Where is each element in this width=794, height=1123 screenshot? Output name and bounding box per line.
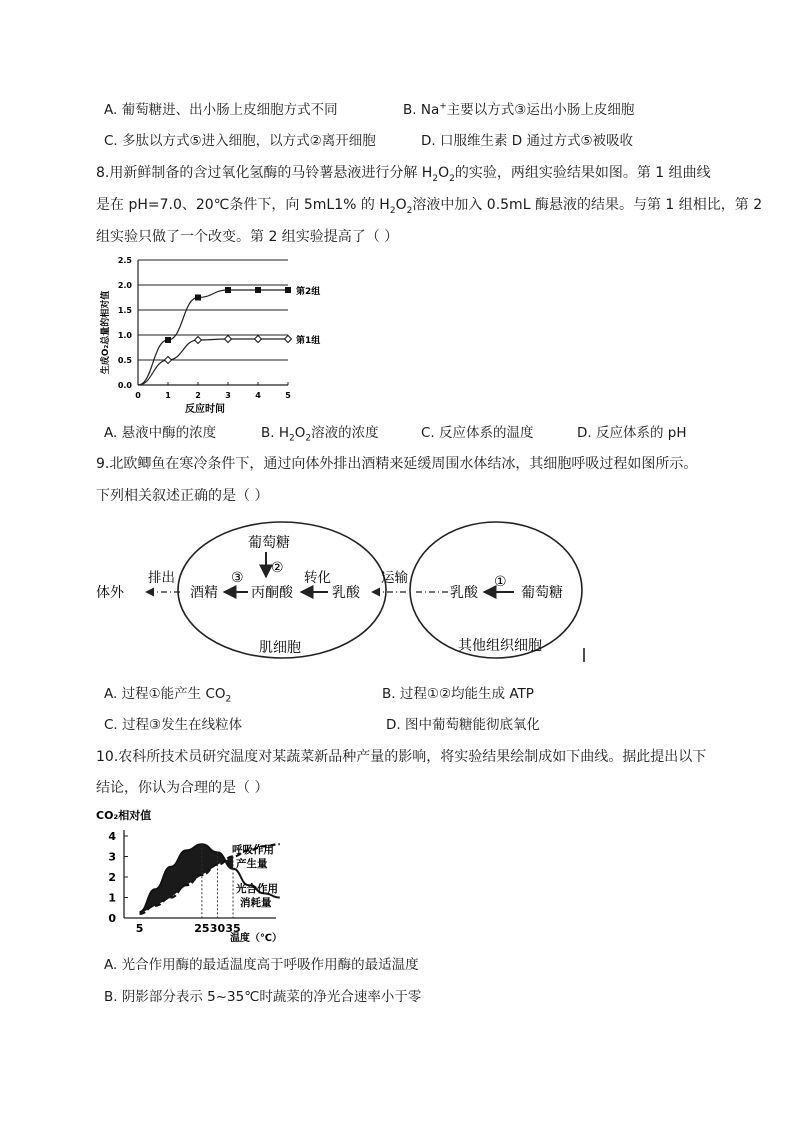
x-tick-label: 3 <box>225 391 231 400</box>
shaded-region <box>140 844 233 914</box>
q8-stem-line2: 是在 pH=7.0、20℃条件下，向 5mL1% 的 $H_2O_2$溶液中加入 0.5mL 酶悬液的结果。与第 1 组相比，第 2 <box>96 197 763 216</box>
step1-label: ① <box>494 574 507 590</box>
respiration-label-2: 产生量 <box>236 858 268 870</box>
data-point-diamond <box>255 336 262 343</box>
y-tick-label: 1.0 <box>117 331 132 340</box>
x-axis-title: 反应时间 <box>185 404 225 415</box>
series-label: 第1组 <box>296 336 321 346</box>
x-tick-label: 25 <box>194 922 210 935</box>
q10-option-a: A. 光合作用酶的最适温度高于呼吸作用酶的最适温度 <box>104 957 419 973</box>
y-tick-label: 0.5 <box>117 356 132 365</box>
data-point-square <box>165 337 171 343</box>
y-tick-label: 1 <box>108 891 116 905</box>
data-point-diamond <box>285 336 292 343</box>
data-point-square <box>195 295 201 301</box>
photosynthesis-label-1: 光合作用 <box>236 883 278 895</box>
photosynthesis-label-2: 消耗量 <box>240 897 272 909</box>
q10-option-b: B. 阴影部分表示 5~35℃时蔬菜的净光合速率小于零 <box>104 989 422 1005</box>
y-tick-label: 0.0 <box>117 381 132 390</box>
q7-option-c: C. 多肽以方式⑤进入细胞，以方式②离开细胞 <box>104 133 376 149</box>
y-tick-label: 0 <box>108 912 116 925</box>
y-tick-label: 4 <box>108 830 116 843</box>
q9-option-a: A. 过程①能产生 $CO_2$ <box>104 686 232 705</box>
step3-label: ③ <box>231 570 244 586</box>
respiration-diagram <box>96 520 596 670</box>
x-axis-title: 温度（℃） <box>229 933 283 944</box>
glucose-top-label: 葡萄糖 <box>248 535 290 551</box>
transport-label: 运输 <box>381 570 408 586</box>
data-point-diamond <box>165 357 172 364</box>
pyruvate-label: 丙酮酸 <box>251 585 293 601</box>
q7-option-b: B. Na+主要以方式③运出小肠上皮细胞 <box>403 101 635 118</box>
x-tick-label: 30 <box>209 922 226 935</box>
series-line-1 <box>138 290 288 385</box>
x-tick-label: 0 <box>135 391 141 400</box>
q9-stem-line2: 下列相关叙述正确的是（ ） <box>96 488 269 504</box>
y-tick-label: 3 <box>108 850 116 864</box>
other-cell-label: 其他组织细胞 <box>458 638 542 654</box>
q9-stem-line1: 9.北欧鲫鱼在寒冷条件下，通过向体外排出酒精来延缓周围水体结冰，其细胞呼吸过程如图所示。 <box>96 456 698 472</box>
muscle-cell-label: 肌细胞 <box>259 640 301 656</box>
step2-label: ② <box>271 560 284 576</box>
y-axis-title: CO₂相对值 <box>96 809 152 822</box>
alcohol-label: 酒精 <box>190 585 218 601</box>
q10-area-chart <box>96 806 326 946</box>
data-point-square <box>285 287 291 293</box>
lactic-left-label: 乳酸 <box>332 585 360 601</box>
convert-label: 转化 <box>304 570 331 586</box>
data-point-diamond <box>225 336 232 343</box>
data-point-square <box>255 287 261 293</box>
x-tick-label: 2 <box>195 391 201 400</box>
x-tick-label: 4 <box>255 391 261 400</box>
series-label: 第2组 <box>296 287 321 297</box>
y-axis-title: 生成O₂总量的相对值 <box>101 290 111 375</box>
y-tick-label: 1.5 <box>117 306 132 315</box>
data-point-square <box>225 287 231 293</box>
q8-line-chart <box>96 252 336 417</box>
q8-stem-line3: 组实验只做了一个改变。第 2 组实验提高了（ ） <box>96 229 399 245</box>
glucose-right-label: 葡萄糖 <box>521 585 563 601</box>
excrete-label: 排出 <box>148 570 175 586</box>
q10-stem-line2: 结论，你认为合理的是（ ） <box>96 780 269 796</box>
q8-option-b: B. $H_2O_2$溶液的浓度 <box>261 425 379 444</box>
y-tick-label: 2.0 <box>117 281 132 290</box>
q8-option-c: C. 反应体系的温度 <box>421 425 534 441</box>
q7-option-a: A. 葡萄糖进、出小肠上皮细胞方式不同 <box>104 102 338 118</box>
data-point-diamond <box>195 337 202 344</box>
y-tick-label: 2.5 <box>117 256 132 265</box>
q8-option-d: D. 反应体系的 pH <box>577 425 687 441</box>
q9-option-b: B. 过程①②均能生成 ATP <box>382 686 534 702</box>
x-tick-label: 5 <box>285 391 291 400</box>
series-line-2 <box>138 339 288 385</box>
y-tick-label: 2 <box>108 871 116 884</box>
q9-option-d: D. 图中葡萄糖能彻底氧化 <box>386 717 540 733</box>
lactic-right-label: 乳酸 <box>450 585 478 601</box>
q7-option-d: D. 口服维生素 D 通过方式⑤被吸收 <box>421 133 634 149</box>
q9-option-c: C. 过程③发生在线粒体 <box>104 717 243 733</box>
q8-option-a: A. 悬液中酶的浓度 <box>104 425 217 441</box>
outside-label: 体外 <box>96 585 124 601</box>
x-tick-label: 5 <box>135 922 144 935</box>
q8-stem-line1: 8.用新鲜制备的含过氧化氢酶的马铃薯悬液进行分解 $H_2O_2$的实验，两组实验结果如图。第 1 组曲线 <box>96 165 711 184</box>
q10-stem-line1: 10.农科所技术员研究温度对某蔬菜新品种产量的影响，将实验结果绘制成如下曲线。据此提出以下 <box>96 749 707 765</box>
x-tick-label: 1 <box>165 391 171 400</box>
respiration-label-1: 呼吸作用 <box>232 844 274 856</box>
x-tick-label: 35 <box>225 922 241 935</box>
